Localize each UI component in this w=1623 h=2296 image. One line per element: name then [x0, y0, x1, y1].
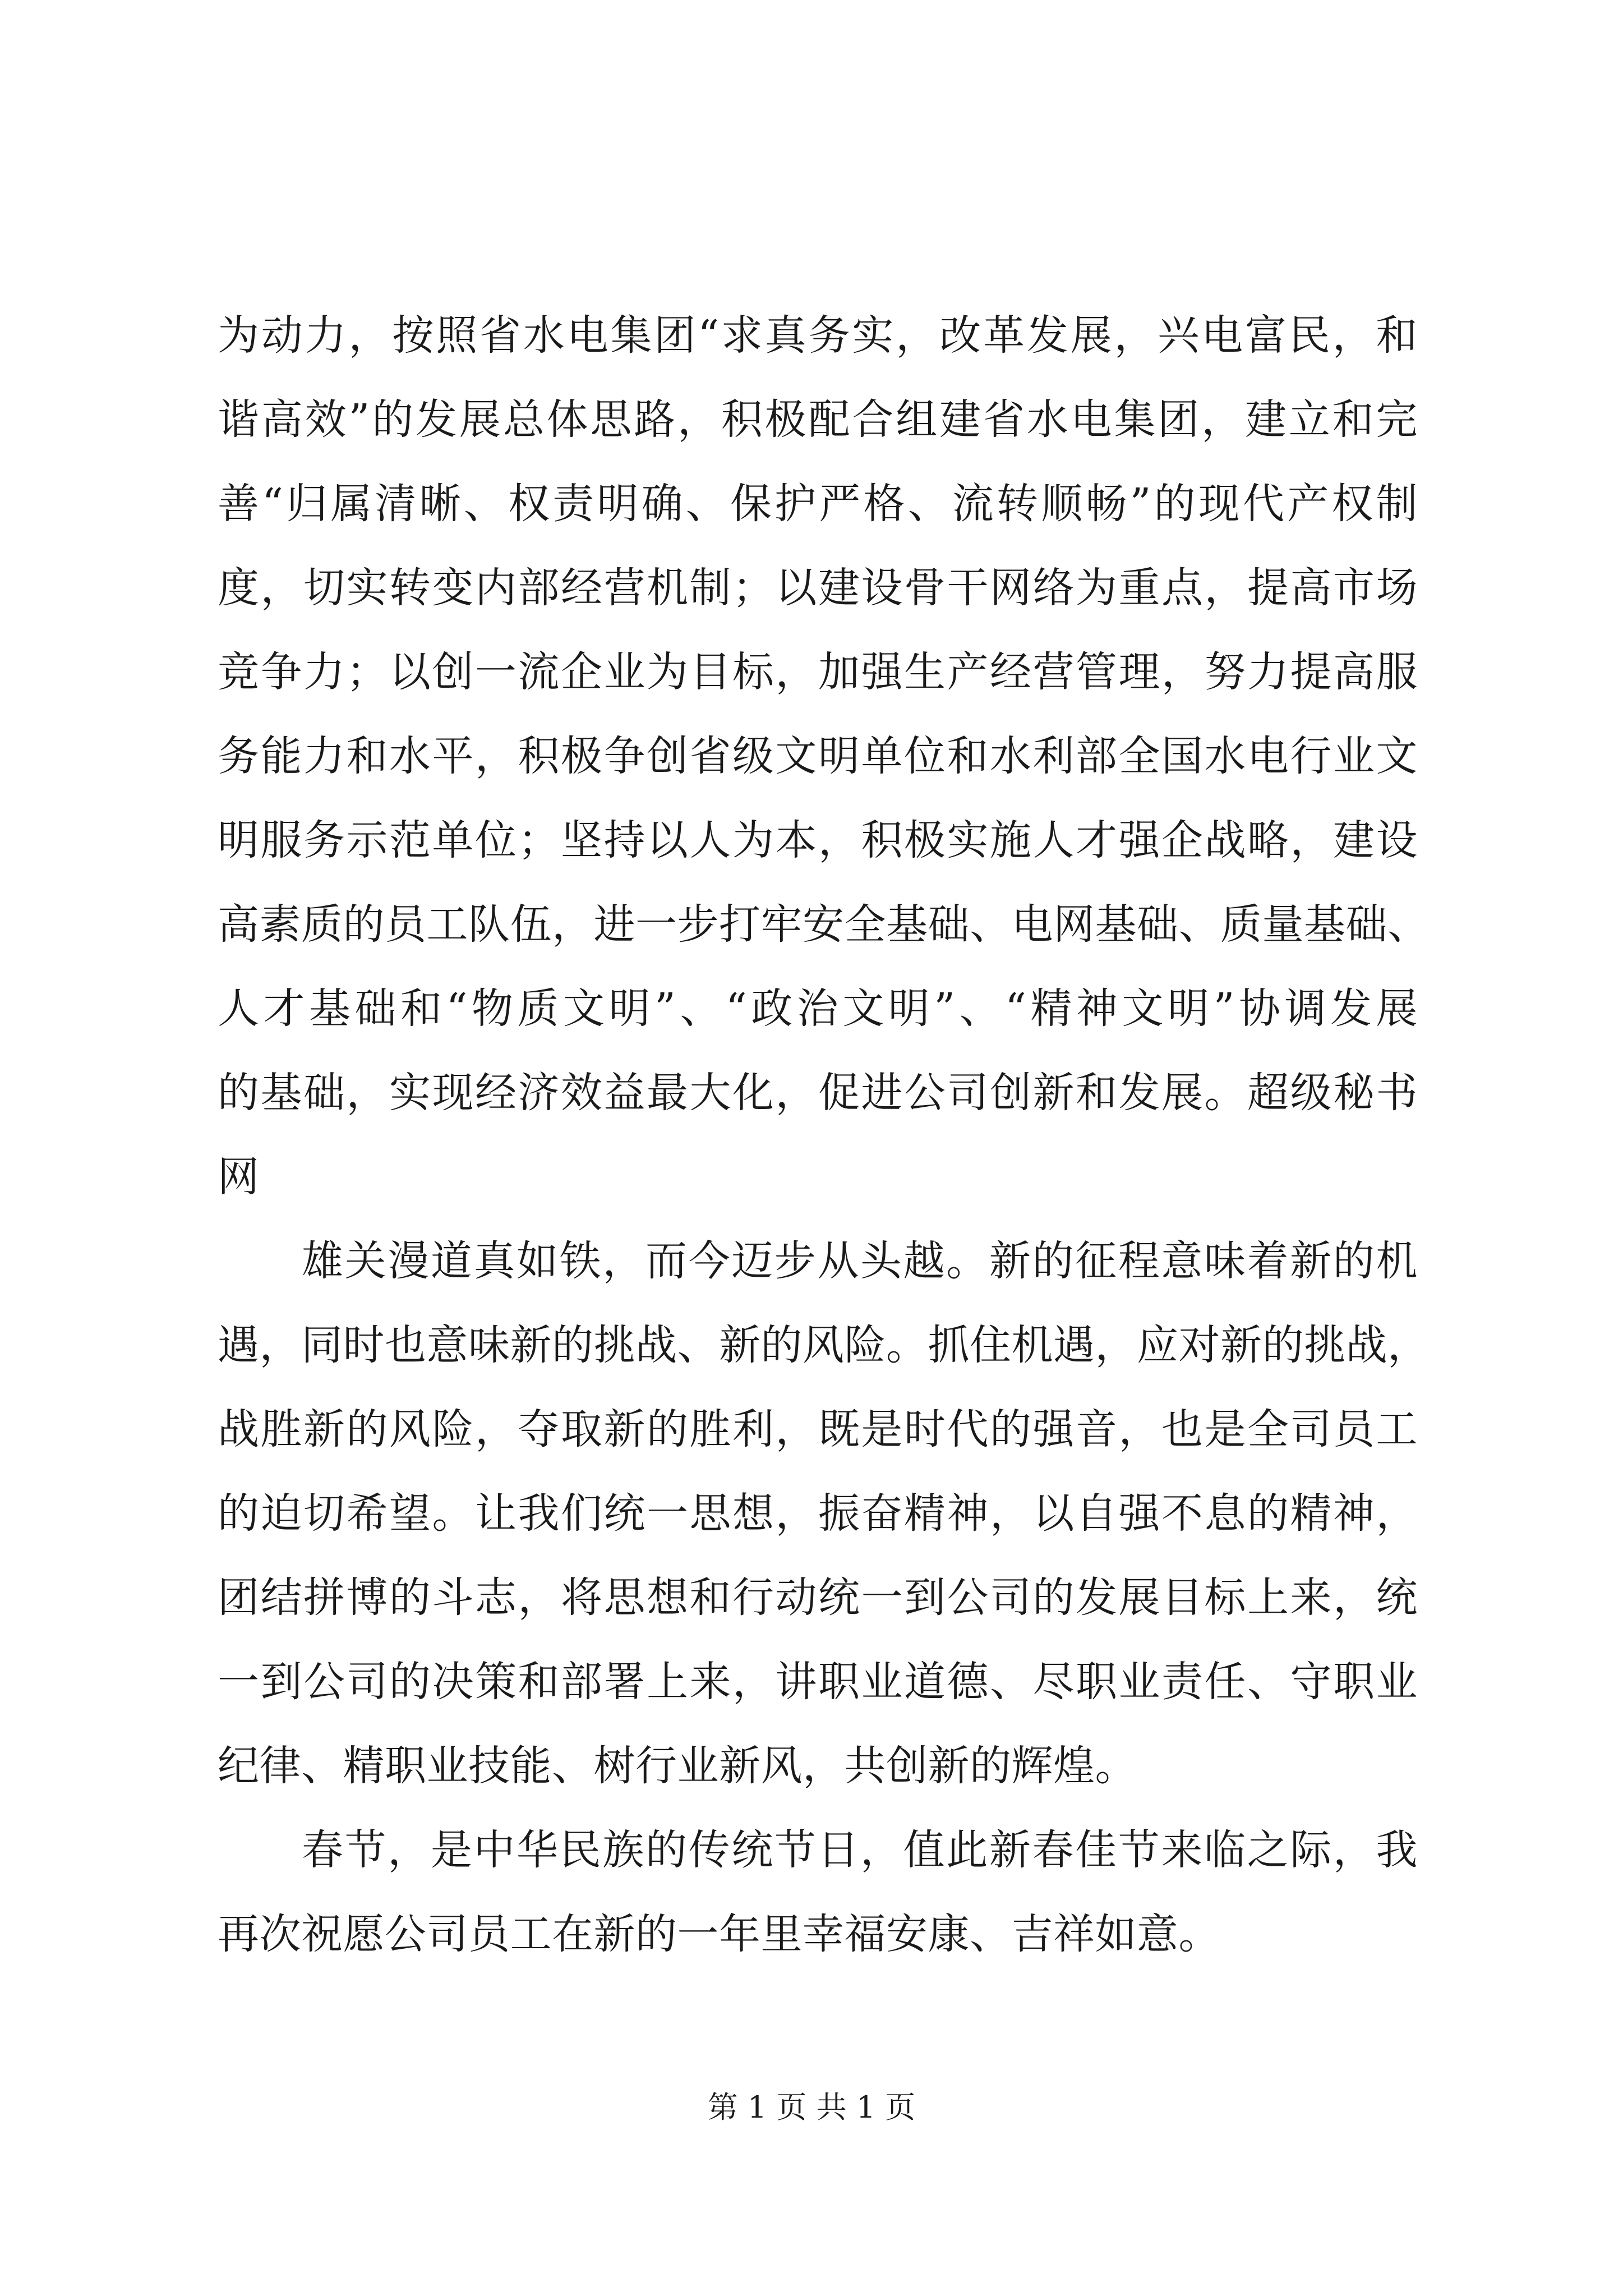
- paragraph-3-line-1: 春节，是中华民族的传统节日，值此新春佳节来临之际，我: [302, 1826, 1418, 1874]
- paragraph-1-line-11: 网: [218, 1153, 260, 1201]
- paragraph-1-line-5: 竞争力；以创一流企业为目标，加强生产经营管理，努力提高服: [218, 648, 1418, 696]
- paragraph-2-line-6: 一到公司的决策和部署上来，讲职业道德、尽职业责任、守职业: [218, 1658, 1418, 1706]
- paragraph-2-line-5: 团结拼博的斗志，将思想和行动统一到公司的发展目标上来，统: [218, 1573, 1418, 1622]
- paragraph-1-line-2: 谐高效”的发展总体思路，积极配合组建省水电集团，建立和完: [218, 395, 1418, 444]
- paragraph-3-line-2: 再次祝愿公司员工在新的一年里幸福安康、吉祥如意。: [218, 1910, 1220, 1958]
- paragraph-1-line-9: 人才基础和“物质文明”、“政治文明”、“精神文明”协调发展: [218, 984, 1418, 1033]
- paragraph-2-line-3: 战胜新的风险，夺取新的胜利，既是时代的强音，也是全司员工: [218, 1405, 1418, 1453]
- paragraph-1-line-6: 务能力和水平，积极争创省级文明单位和水利部全国水电行业文: [218, 732, 1418, 780]
- paragraph-2-line-7: 纪律、精职业技能、树行业新风，共创新的辉煌。: [218, 1742, 1137, 1790]
- paragraph-1-line-10: 的基础，实现经济效益最大化，促进公司创新和发展。超级秘书: [218, 1069, 1418, 1117]
- paragraph-2-line-2: 遇，同时也意味新的挑战、新的风险。抓住机遇，应对新的挑战，: [218, 1321, 1430, 1369]
- paragraph-1-line-4: 度，切实转变内部经营机制；以建设骨干网络为重点，提高市场: [218, 564, 1418, 612]
- paragraph-1-line-8: 高素质的员工队伍，进一步打牢安全基础、电网基础、质量基础、: [218, 900, 1430, 949]
- paragraph-2-line-1: 雄关漫道真如铁，而今迈步从头越。新的征程意味着新的机: [302, 1237, 1418, 1285]
- paragraph-2-line-4: 的迫切希望。让我们统一思想，振奋精神，以自强不息的精神，: [218, 1489, 1418, 1538]
- paragraph-1-line-1: 为动力，按照省水电集团“求真务实，改革发展，兴电富民，和: [218, 311, 1418, 360]
- paragraph-1-line-3: 善“归属清晰、权责明确、保护严格、流转顺畅”的现代产权制: [218, 480, 1418, 528]
- page-number-footer: 第 1 页 共 1 页: [707, 2090, 916, 2125]
- paragraph-1-line-7: 明服务示范单位；坚持以人为本，积极实施人才强企战略，建设: [218, 816, 1418, 864]
